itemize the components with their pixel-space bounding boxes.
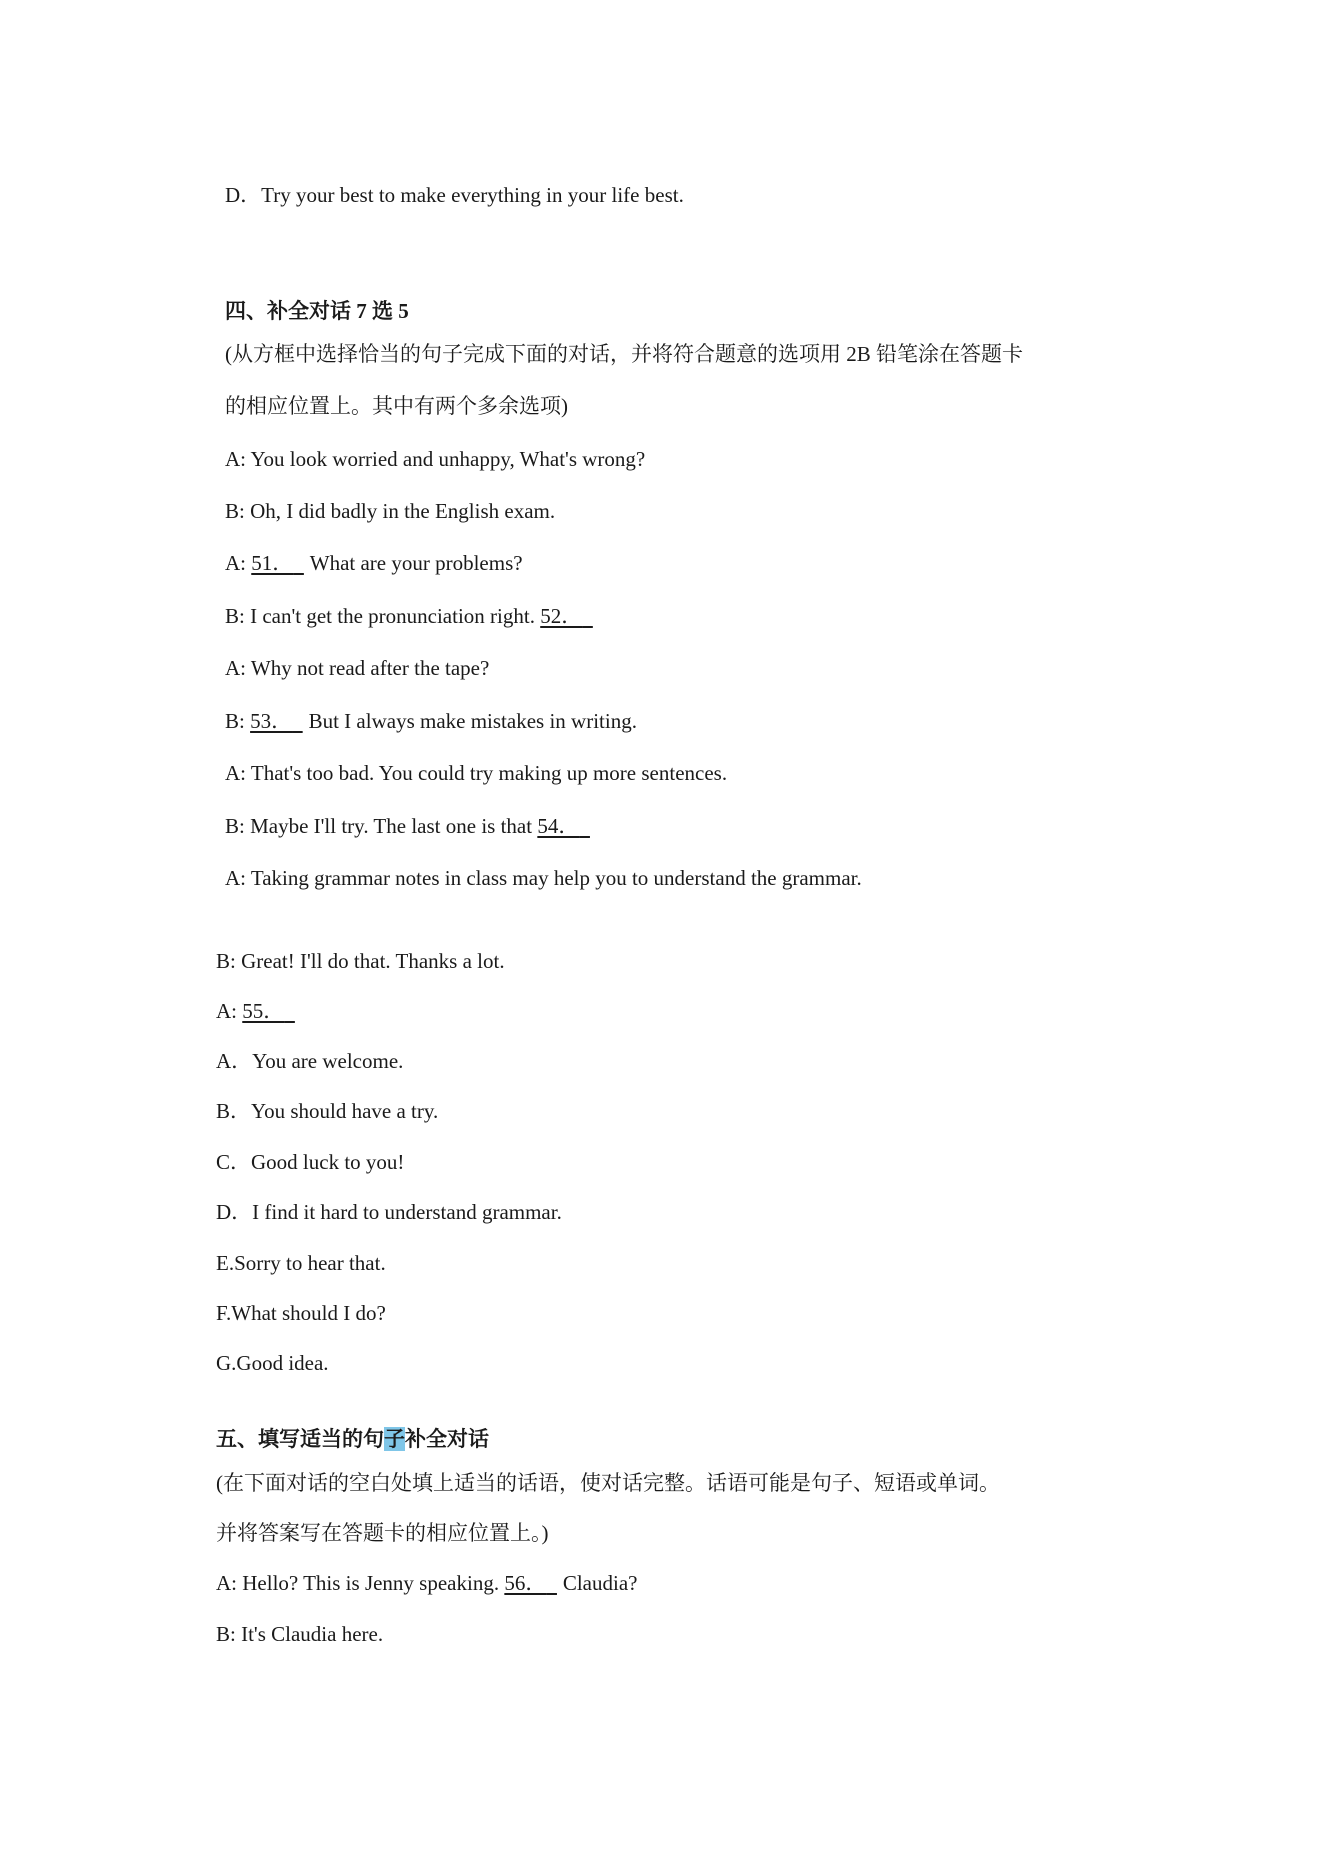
option-c: C．Good luck to you! bbox=[216, 1150, 405, 1174]
option-d-text: D．Try your best to make everything in your life best. bbox=[225, 183, 684, 207]
blank-53[interactable]: 53． bbox=[250, 709, 293, 733]
option-b: B．You should have a try. bbox=[216, 1099, 439, 1123]
dialogue-line: A: 55． bbox=[216, 998, 295, 1024]
option-g: G.Good idea. bbox=[216, 1351, 329, 1375]
dialogue-line: B: 53． But I always make mistakes in writing. bbox=[225, 709, 637, 733]
dialogue-line: B: It's Claudia here. bbox=[216, 1622, 384, 1646]
option-a: A．You are welcome. bbox=[216, 1049, 404, 1073]
option-e: E.Sorry to hear that. bbox=[216, 1251, 386, 1275]
section5-heading: 五、填写适当的句子补全对话 bbox=[216, 1427, 489, 1451]
section4-heading: 四、补全对话 7 选 5 bbox=[225, 299, 409, 323]
option-d: D．I find it hard to understand grammar. bbox=[216, 1200, 562, 1224]
dialogue-line: A: You look worried and unhappy, What's wrong? bbox=[225, 447, 646, 471]
section4-instruction-1: (从方框中选择恰当的句子完成下面的对话，并将符合题意的选项用 2B 铅笔涂在答题卡 bbox=[225, 342, 1023, 366]
dialogue-line: B: Maybe I'll try. The last one is that 54． bbox=[225, 813, 590, 839]
dialogue-line: B: I can't get the pronunciation right. 52． bbox=[225, 603, 593, 629]
dialogue-line: A: 51． What are your problems? bbox=[225, 551, 523, 575]
dialogue-line: A: Why not read after the tape? bbox=[225, 656, 490, 680]
section5-instruction-1: (在下面对话的空白处填上适当的话语，使对话完整。话语可能是句子、短语或单词。 bbox=[216, 1471, 1000, 1495]
blank-51[interactable]: 51． bbox=[251, 551, 294, 575]
option-f: F.What should I do? bbox=[216, 1301, 386, 1325]
blank-55[interactable]: 55． bbox=[242, 999, 285, 1023]
dialogue-line: B: Oh, I did badly in the English exam. bbox=[225, 499, 556, 523]
blank-52[interactable]: 52． bbox=[540, 604, 583, 628]
blank-54[interactable]: 54． bbox=[537, 814, 580, 838]
text-highlight: 子 bbox=[384, 1427, 405, 1451]
dialogue-line: A: Hello? This is Jenny speaking. 56． Claudia? bbox=[216, 1571, 638, 1595]
dialogue-line: A: Taking grammar notes in class may help you to understand the grammar. bbox=[225, 866, 862, 890]
section4-instruction-2: 的相应位置上。其中有两个多余选项) bbox=[225, 394, 568, 418]
section5-instruction-2: 并将答案写在答题卡的相应位置上。) bbox=[216, 1521, 549, 1545]
dialogue-line: A: That's too bad. You could try making up more sentences. bbox=[225, 761, 728, 785]
blank-56[interactable]: 56． bbox=[504, 1571, 547, 1595]
dialogue-line: B: Great! I'll do that. Thanks a lot. bbox=[216, 949, 505, 973]
